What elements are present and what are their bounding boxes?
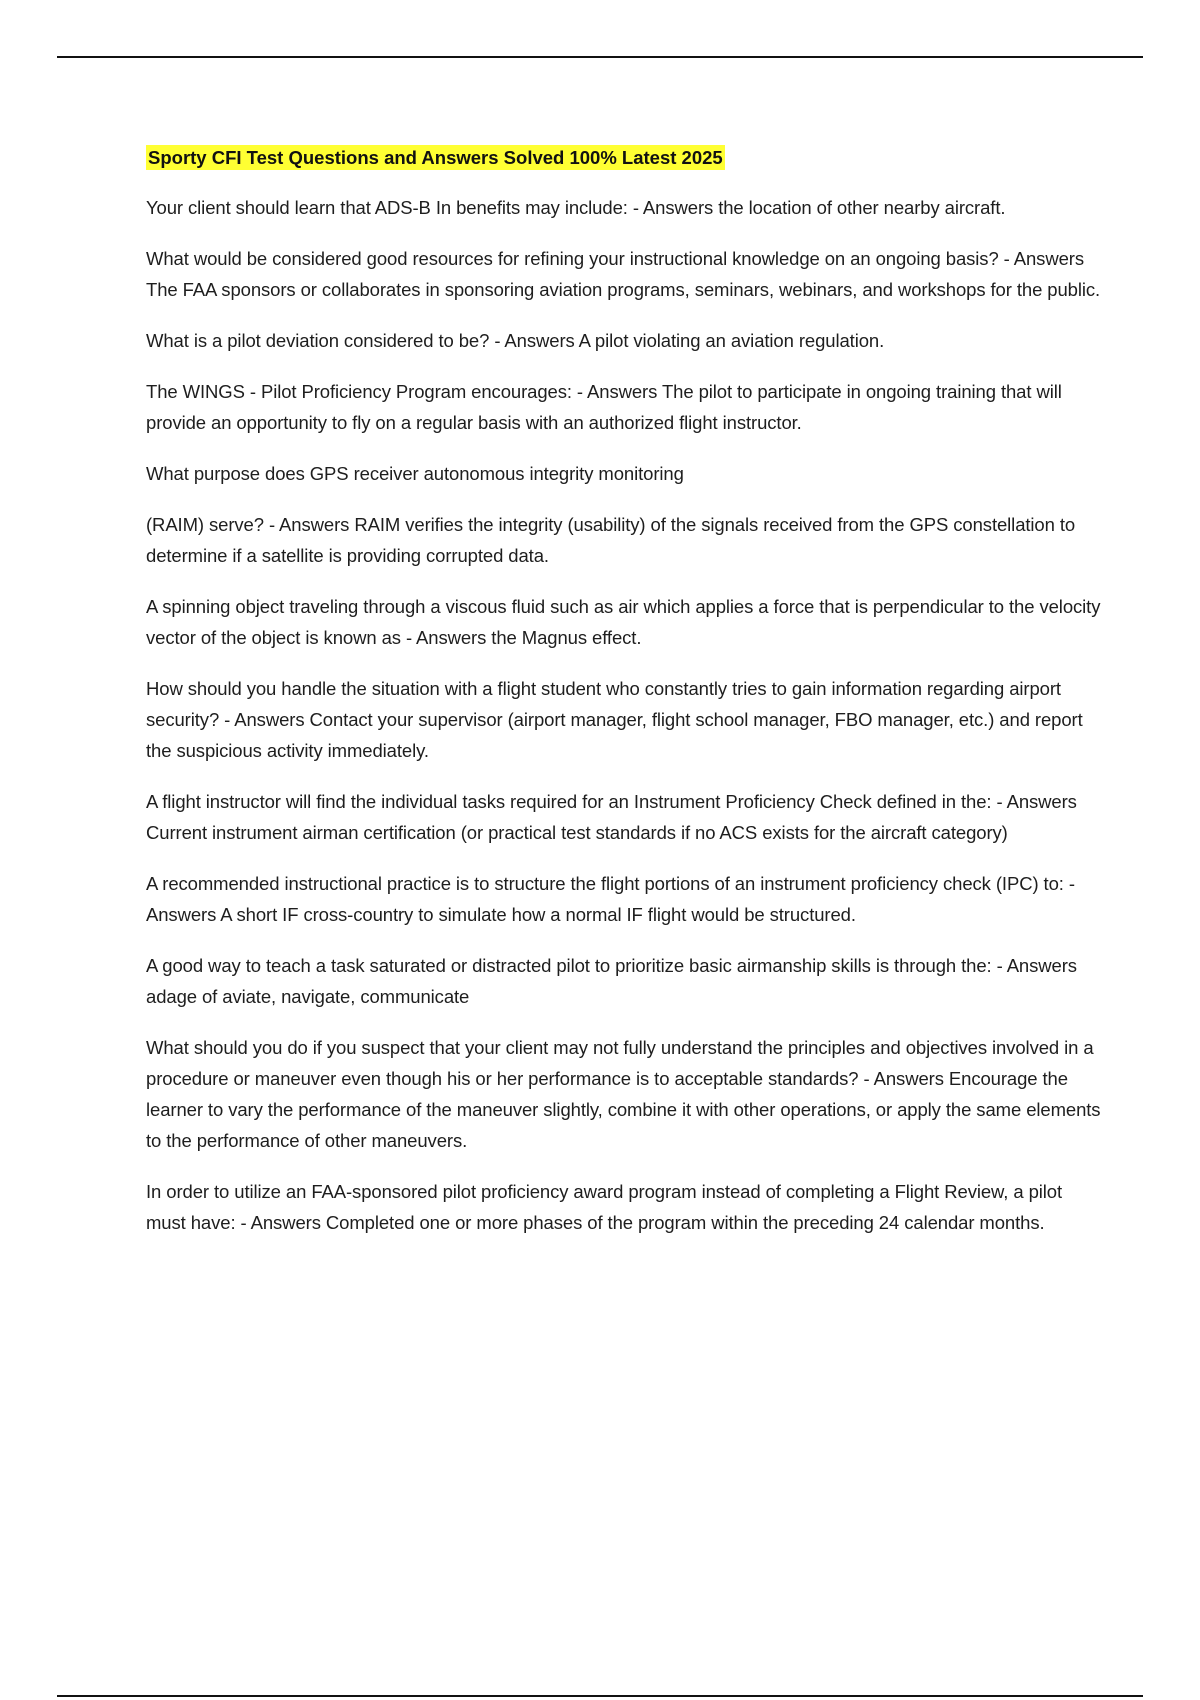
qa-paragraph: (RAIM) serve? - Answers RAIM verifies the integrity (usability) of the signals received from the GPS constellation to determine if a satellite is providing corrupted data. — [146, 514, 1076, 566]
qa-paragraph: What should you do if you suspect that your client may not fully understand the principles and objectives involved in a procedure or maneuver even though his or her performance is to acceptable standards? - Answers Encourage the learner to vary the performance of the maneuver slightly, combine it with other operations, or apply the same elements to the performance of other maneuvers. — [146, 1037, 1101, 1151]
document-body — [146, 145, 1101, 1258]
qa-paragraph: Your client should learn that ADS-B In benefits may include: - Answers the location of other nearby aircraft. — [146, 197, 1006, 218]
qa-paragraph: The WINGS - Pilot Proficiency Program encourages: - Answers The pilot to participate in ongoing training that will provide an opportunity to fly on a regular basis with an authorized flight instructor. — [146, 381, 1062, 433]
qa-paragraph: How should you handle the situation with a flight student who constantly tries to gain information regarding airport security? - Answers Contact your supervisor (airport manager, flight school manager, FBO manager, etc.) and report the suspicious activity immediately. — [146, 678, 1083, 761]
qa-paragraph: A good way to teach a task saturated or distracted pilot to prioritize basic airmanship skills is through the: - Answers adage of aviate, navigate, communicate — [146, 955, 1077, 1007]
qa-paragraph: A spinning object traveling through a viscous fluid such as air which applies a force that is perpendicular to the velocity vector of the object is known as - Answers the Magnus effect. — [146, 596, 1101, 648]
qa-paragraph: What is a pilot deviation considered to be? - Answers A pilot violating an aviation regulation. — [146, 330, 885, 351]
qa-paragraph: What would be considered good resources for refining your instructional knowledge on an ongoing basis? - Answers The FAA sponsors or collaborates in sponsoring aviation programs, seminars, webinars, and workshops for the public. — [146, 248, 1101, 300]
qa-paragraph: A recommended instructional practice is to structure the flight portions of an instrument proficiency check (IPC) to: - Answers A short IF cross-country to simulate how a normal IF flight would be structured. — [146, 873, 1075, 925]
footer-rule — [57, 1695, 1143, 1697]
qa-paragraph: What purpose does GPS receiver autonomous integrity monitoring — [146, 463, 684, 484]
qa-paragraph: In order to utilize an FAA-sponsored pilot proficiency award program instead of completing a Flight Review, a pilot must have: - Answers Completed one or more phases of the program within the preceding 24 calendar months. — [146, 1181, 1063, 1233]
qa-paragraph: A flight instructor will find the individual tasks required for an Instrument Proficiency Check defined in the: - Answers Current instrument airman certification (or practical test standards if no ACS exists for the aircraft category) — [146, 791, 1077, 843]
document-title: Sporty CFI Test Questions and Answers Solved 100% Latest 2025 — [148, 147, 723, 168]
header-rule — [57, 56, 1143, 58]
